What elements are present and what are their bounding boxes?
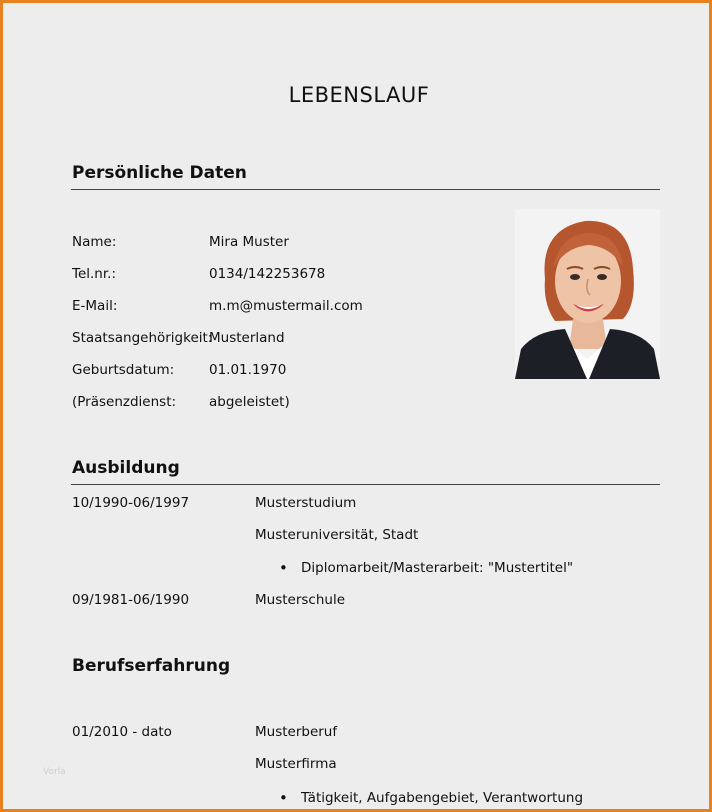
experience-bullet: • Tätigkeit, Aufgabengebiet, Verantwortung bbox=[301, 790, 583, 806]
section-divider bbox=[71, 189, 660, 190]
label-nationality: Staatsangehörigkeit: bbox=[72, 330, 213, 346]
education-degree: Musterschule bbox=[255, 592, 346, 608]
education-period: 09/1981-06/1990 bbox=[72, 592, 190, 608]
value-nationality: Musterland bbox=[209, 330, 285, 346]
education-period: 10/1990-06/1997 bbox=[72, 495, 190, 511]
experience-job-title: Musterberuf bbox=[255, 724, 338, 740]
section-heading-personal: Persönliche Daten bbox=[72, 163, 247, 183]
section-heading-education: Ausbildung bbox=[72, 458, 180, 478]
label-phone: Tel.nr.: bbox=[72, 266, 117, 282]
section-divider bbox=[71, 484, 660, 485]
value-birthdate: 01.01.1970 bbox=[209, 362, 287, 378]
education-institution: Musteruniversität, Stadt bbox=[255, 527, 419, 543]
value-name: Mira Muster bbox=[209, 234, 289, 250]
value-service: abgeleistet) bbox=[209, 394, 290, 410]
portrait-illustration bbox=[515, 209, 660, 379]
profile-photo bbox=[515, 209, 660, 379]
value-email: m.m@mustermail.com bbox=[209, 298, 363, 314]
education-bullet: • Diplomarbeit/Masterarbeit: "Mustertitel" bbox=[301, 560, 573, 576]
label-birthdate: Geburtsdatum: bbox=[72, 362, 175, 378]
label-email: E-Mail: bbox=[72, 298, 118, 314]
label-service: (Präsenzdienst: bbox=[72, 394, 177, 410]
label-name: Name: bbox=[72, 234, 117, 250]
experience-period: 01/2010 - dato bbox=[72, 724, 172, 740]
value-phone: 0134/142253678 bbox=[209, 266, 326, 282]
watermark-text: Vorla bbox=[43, 767, 66, 777]
document-title: LEBENSLAUF bbox=[288, 83, 430, 107]
section-heading-experience: Berufserfahrung bbox=[72, 656, 231, 676]
experience-company: Musterfirma bbox=[255, 756, 337, 772]
education-degree: Musterstudium bbox=[255, 495, 357, 511]
